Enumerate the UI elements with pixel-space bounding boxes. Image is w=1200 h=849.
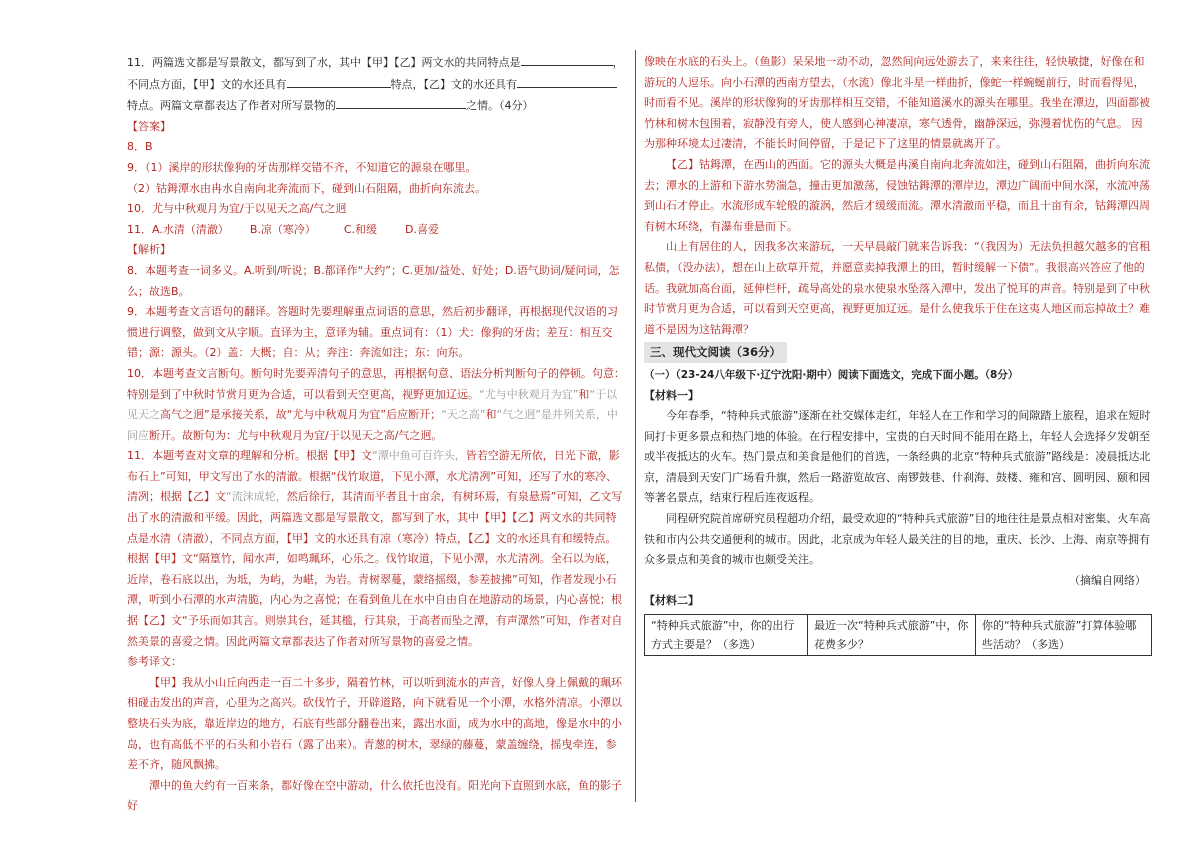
answer-11-a: 11．A.水清（清澈） [127,222,229,236]
translation-jia: 【甲】我从小山丘向西走一百二十多步，隔着竹林，可以听到流水的声音，好像人身上佩戴的珮环相碰击发出的声音，心里为之高兴。砍伐竹子，开辟道路，向下就看见一个小潭，水格外清凉。小潭以整块石头为底，靠近岸边的地方，石底有些部分翻卷出来，露出水面，成为水中的高地，像是水中的小岛，也有高低不平的石头和小岩石（露了出来）。青葱的树木，翠绿的藤蔓，蒙盖缠绕，摇曳牵连，参差不齐，随风飘拂。 [127,675,622,772]
exp10-text-c: 高气之迥”是承接关系，故“尤与中秋观月为宜”后应断开； [160,408,442,422]
material-1-para-1: 今年春季，“特种兵式旅游”逐渐在社交媒体走红，年轻人在工作和学习的间隙踏上旅程，追求在短时间打卡更多景点和热门地的体验。在行程安排中，宝贵的白天时间不能用在路上，年轻人会选择夕发朝至或半夜抵达的火车。热门景点和美食是他们的首选，一条经典的北京“特种兵式旅游”路线是：凌晨抵达北京，清晨到天安门广场看升旗，然后一路游览故宫、南锣鼓巷、什刹海、鼓楼、雍和宫、圆明园、颐和园等著名景点，结束行程后连夜返程。 [644,409,1151,505]
exp10-text-b: 和 [578,387,590,401]
answer-10: 10．尤与中秋观月为宜/于以见天之高/气之迥 [127,202,347,216]
q11-line2a: 不同点方面，【甲】文的水还具有 [127,77,287,91]
exp10-gray-3: “天之高” [441,408,486,422]
exp10-text-a: 10．本题考查文言断句。断句时先要弄清句子的意思，再根据句意、语法分析判断句子的停顿。句意：特别是到了中秋时节赏月更为合适，可以看到天空更高，视野更加辽远。 [127,366,625,401]
exp10-text-d: 和 [485,408,497,422]
q11-line2b: 特点，【乙】文的水还具有 [390,77,517,91]
table-cell-1: “特种兵式旅游”中，你的出行方式主要是？（多选） [645,615,808,656]
column-divider [635,50,636,802]
material-1-tag: 【材料一】 [644,388,699,402]
exp11-text-a: 11．本题考查对文章的理解和分析。根据【甲】文 [127,449,372,463]
exp10-gray-4: “气之迥”是并列关系，中间应 [127,408,618,442]
material-2-tag: 【材料二】 [644,594,699,608]
explanation-9: 9．本题考查文言语句的翻译。答题时先要理解重点词语的意思，然后初步翻译，再根据现代汉语的习惯进行调整，做到文从字顺。直译为主，意译为辅。重点词有：（1）犬：像狗的牙齿；差互：相互交错；源：源头。（2）盖：大概；自：从；奔注：奔流如注；东：向东。 [127,305,618,360]
answer-blank-1[interactable] [521,52,613,66]
analysis-tag: 【解析】 [127,243,171,257]
answer-11-b: B.凉（寒冷） [249,222,316,236]
subsection-1-title: （一）（23-24八年级下·辽宁沈阳·期中）阅读下面选文，完成下面小题。（8分） [644,368,1019,381]
q11-line1-end: ， [612,56,624,69]
right-column [644,52,1152,656]
exp11-gray-1: “潭中鱼可百许头， [372,449,466,463]
explanation-11 [127,446,627,652]
answer-11 [127,220,627,241]
material-1-source: （摘编自网络） [1069,573,1146,587]
exp10-gray-1: “尤与中秋观月为宜” [479,387,579,401]
answer-9-1: 9．（1）溪岸的形状像狗的牙齿那样交错不齐，不知道它的源泉在哪里。 [127,160,477,174]
survey-table [644,614,1152,656]
question-11 [127,52,627,117]
exp11-text-b: 皆若空游无所依，日光下澈，影布石上”可知，甲文写出了水的清澈。根据“伐竹取道，下见小潭，水尤清冽”可知，还写了水的寒冷、清冽；根据【乙】文 [127,449,620,504]
answer-9-2: （2）钴鉧潭水由冉水自南向北奔流而下，碰到山石阻隔，曲折向东流去。 [127,181,486,195]
answer-blank-3[interactable] [517,74,617,88]
exp11-gray-2: “流沫成轮， [226,490,287,504]
answer-11-d: D.喜爱 [405,222,439,236]
translation-yi: 【乙】钴鉧潭，在西山的西面。它的源头大概是冉溪自南向北奔流如注，碰到山石阻隔，曲折向东流去；潭水的上游和下游水势湍急，撞击更加激荡，侵蚀钴鉧潭的潭岸边，潭边广阔而中间水深，水流冲荡到山石才停止。水流形成车轮般的漩涡，然后才缓缓而流。潭水清澈而平稳，而且十亩有余，钴鉧潭四周有树木环绕，有瀑布垂悬而下。 [644,157,1150,233]
translation-jia-2: 潭中的鱼大约有一百来条，都好像在空中游动，什么依托也没有。阳光向下直照到水底，鱼的影子好 [127,778,622,813]
translation-yi-2: 山上有居住的人，因我多次来游玩，一天早晨敲门就来告诉我：“（我因为）无法负担越欠越多的官租私债，（没办法），想在山上砍草开荒，并愿意卖掉我潭上的田，暂时缓解一下债”。我很高兴答应了他的话。我就加高台面，延伸栏杆，疏导高处的泉水使泉水坠落入潭中，发出了悦耳的声音。特别是到了中秋时节赏月更为合适，可以看到天空更高，视野更加辽远。是什么使我乐于住在这夷人地区而忘掉故土？难道不是因为这钴鉧潭？ [644,240,1151,336]
table-cell-3: 你的“特种兵式旅游”打算体验哪些活动？（多选） [976,615,1152,656]
reference-translation-tag: 参考译文： [127,655,182,669]
left-column [127,52,627,817]
q11-line1: 11．两篇选文都是写景散文，都写到了水，其中【甲】【乙】两文水的共同特点是 [127,56,521,69]
exp10-gray-2: “于以见天之 [127,387,618,422]
section-3-title: 三、现代文阅读（36分） [644,342,787,363]
explanation-10 [127,364,627,446]
answer-11-c: C.和缓 [343,222,378,236]
explanation-8: 8．本题考查一词多义。A.听到/听说；B.都译作“大约”；C.更加/益处、好处；D.语气助词/疑问词，怎么；故选B。 [127,263,620,298]
answer-tag: 【答案】 [127,119,171,133]
translation-continued: 像映在水底的石头上。（鱼影）呆呆地一动不动，忽然间向远处游去了，来来往往，轻快敏捷，好像在和游玩的人逗乐。向小石潭的西南方望去，（水流）像北斗星一样曲折，像蛇一样蜿蜒前行，时而看得见，时而看不见。溪岸的形状像狗的牙齿那样相互交错，不能知道溪水的源头在哪里。我坐在潭边，四面都被竹林和树木包围着，寂静没有旁人，使人感到心神凄凉，寒气透骨，幽静深远，弥漫着忧伤的气息。 因为那种环境太过凄清，不能长时间停留，于是记下了这里的情景就离开了。 [644,55,1150,151]
material-1-para-2: 同程研究院首席研究员程超功介绍，最受欢迎的“特种兵式旅游”目的地往往是景点相对密集、火车高铁和市内公共交通便利的城市。因此，北京成为年轻人最关注的目的地，重庆、长沙、上海、南京等拥有众多景点和美食的城市也颇受关注。 [644,512,1151,567]
table-cell-2: 最近一次“特种兵式旅游”中，你花费多少？ [808,615,976,656]
exp11-text-c: 然后徐行，其清而平者且十亩余，有树环焉，有泉悬焉”可知，乙文写出了水的清澈和平缓。因此，两篇选文都是写景散文，都写到了水，其中【甲】【乙】两文水的共同特点是水清（清澈），不同点方面，【甲】文的水还具有凉（寒冷）特点，【乙】文的水还具有和缓特点。根据【甲】文“隔篁竹，闻水声，如鸣珮环，心乐之。伐竹取道，下见小潭，水尤清冽。全石以为底，近岸，卷石底以出，为坻，为屿，为嵁，为岩。青树翠蔓，蒙络摇缀，参差披拂”可知，作者发现小石潭，听到小石潭的水声清脆，内心为之喜悦；在看到鱼儿在水中自由自在地游动的场景，内心喜悦；根据【乙】文“予乐而如其言。则崇其台，延其槛，行其泉，于高者而坠之潭，有声潀然”可知，作者对自然美景的喜爱之情。因此两篇文章都表达了作者对所写景物的喜爱之情。 [127,490,623,648]
answer-8: 8．B [127,140,153,154]
exp10-text-e: 断开。故断句为：尤与中秋观月为宜/于以见天之高/气之迥。 [149,428,443,442]
answer-blank-4[interactable] [336,95,466,109]
q11-line3b: 之情。（4分） [466,99,534,113]
q11-line3a: 特点。两篇文章都表达了作者对所写景物的 [127,99,336,113]
table-row [645,615,1152,656]
answer-blank-2[interactable] [287,74,391,88]
